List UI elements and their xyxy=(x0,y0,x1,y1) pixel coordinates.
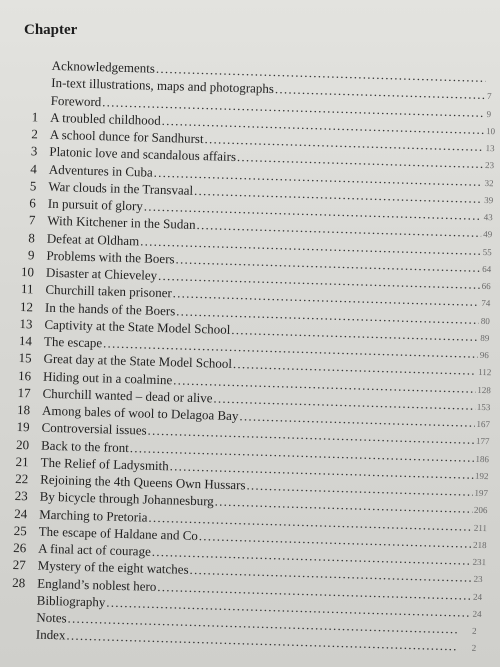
chapter-title: Rejoining the 4th Queens Own Hussars xyxy=(39,471,246,493)
chapter-title: With Kitchener in the Sudan xyxy=(47,213,196,233)
chapter-title: Bibliography xyxy=(36,592,106,610)
page-number: 80 xyxy=(480,315,490,326)
chapter-title: A troubled childhood xyxy=(50,109,161,128)
chapter-title: A school dunce for Sandhurst xyxy=(49,126,204,147)
page-number: 43 xyxy=(483,211,493,223)
page-number: 231 xyxy=(472,556,487,568)
chapter-title: The escape xyxy=(43,333,103,351)
chapter-title: The escape of Haldane and Co xyxy=(38,523,199,543)
page-number: 10 xyxy=(485,125,496,136)
chapter-number: 6 xyxy=(29,195,37,211)
chapter-number: 16 xyxy=(17,367,32,383)
page-number: 23 xyxy=(473,574,483,585)
chapter-number: 17 xyxy=(17,384,31,401)
chapter-title: In pursuit of glory xyxy=(47,195,144,214)
chapter-number: 5 xyxy=(29,178,37,194)
chapter-number: 10 xyxy=(20,264,35,280)
page-number: 128 xyxy=(477,384,492,395)
chapter-number: 25 xyxy=(13,522,27,539)
chapter-number: 18 xyxy=(16,402,31,418)
chapter-title: Disaster at Chieveley xyxy=(45,264,158,283)
page-number: 112 xyxy=(478,367,492,378)
chapter-number: 23 xyxy=(14,488,28,504)
page-number: 2 xyxy=(471,625,477,636)
chapter-title: Platonic love and scandalous affairs xyxy=(49,144,237,165)
page-number: 55 xyxy=(482,246,492,257)
chapter-title: In-text illustrations, maps and photographs xyxy=(51,75,275,97)
chapter-title: By bicycle through Johannesburg xyxy=(39,488,215,509)
page-number: 211 xyxy=(473,522,488,533)
page-number: 96 xyxy=(479,349,489,361)
page-number: 206 xyxy=(473,505,488,516)
page-number: 197 xyxy=(474,487,489,499)
chapter-number: 12 xyxy=(19,298,34,314)
chapter-title: Foreword xyxy=(50,92,102,109)
page-number: 218 xyxy=(472,539,487,550)
chapter-number: 27 xyxy=(12,557,26,573)
chapter-number: 26 xyxy=(13,539,27,556)
chapter-title: Churchill taken prisoner xyxy=(45,281,173,301)
page-number: 153 xyxy=(476,401,491,412)
page-number: 74 xyxy=(481,298,491,309)
chapter-number xyxy=(21,103,51,104)
page-number: 89 xyxy=(480,332,490,343)
chapter-title: The Relief of Ladysmith xyxy=(40,454,170,474)
chapter-number xyxy=(6,621,36,622)
chapter-title: Marching to Pretoria xyxy=(39,506,148,525)
page-number: 49 xyxy=(483,229,493,240)
page-number: 192 xyxy=(474,470,489,481)
page-number: 13 xyxy=(485,142,495,154)
chapter-number: 19 xyxy=(16,419,30,435)
chapter-title: Captivity at the State Model School xyxy=(44,316,231,337)
chapter-title: Churchill wanted – dead or alive xyxy=(42,385,213,406)
page-number: 32 xyxy=(484,177,494,188)
page-number: 186 xyxy=(475,453,490,464)
chapter-title: Hiding out in a coalmine xyxy=(42,368,173,387)
chapter-number: 3 xyxy=(30,143,38,159)
chapter-title: Adventures in Cuba xyxy=(48,161,154,180)
page-title: Chapter xyxy=(24,22,78,38)
chapter-number: 14 xyxy=(18,333,33,349)
chapter-title: Mystery of the eight watches xyxy=(37,557,189,578)
page-number: 2 xyxy=(471,643,477,654)
chapter-number xyxy=(22,69,52,70)
chapter-number: 4 xyxy=(30,160,38,176)
chapter-number: 28 xyxy=(12,574,26,590)
page-number: 167 xyxy=(476,418,491,430)
chapter-title: Back to the front xyxy=(40,437,130,455)
chapter-number: 2 xyxy=(31,126,39,142)
page-number: 24 xyxy=(472,591,483,602)
page-number: 66 xyxy=(481,280,491,292)
chapter-number: 9 xyxy=(27,246,35,263)
chapter-number xyxy=(7,604,37,605)
chapter-title: Among bales of wool to Delagoa Bay xyxy=(41,402,239,424)
chapter-number: 13 xyxy=(19,315,33,332)
chapter-number: 8 xyxy=(28,229,36,245)
chapter-title: Acknowledgements xyxy=(51,57,156,76)
chapter-number: 20 xyxy=(15,436,30,452)
chapter-number: 22 xyxy=(14,470,29,487)
page-number: 7 xyxy=(486,91,492,102)
page-number: 24 xyxy=(472,608,482,619)
chapter-number: 11 xyxy=(20,281,34,297)
chapter-title: Defeat at Oldham xyxy=(46,230,140,248)
page-number: 23 xyxy=(484,160,495,171)
chapter-title: In the hands of the Boers xyxy=(44,299,176,318)
chapter-title: England’s noblest hero xyxy=(37,575,157,594)
chapter-number xyxy=(21,86,51,87)
chapter-title: Problems with the Boers xyxy=(46,247,175,267)
table-of-contents xyxy=(6,56,500,656)
chapter-number: 21 xyxy=(15,453,29,470)
page-number: 177 xyxy=(475,436,490,447)
chapter-number: 1 xyxy=(31,109,39,125)
chapter-title: Great day at the State Model School xyxy=(43,350,233,372)
chapter-title: War clouds in the Transvaal xyxy=(48,178,194,198)
chapter-number xyxy=(6,638,36,639)
page-number: 9 xyxy=(486,108,492,119)
chapter-title: Index xyxy=(35,626,66,643)
chapter-title: A final act of courage xyxy=(38,540,152,559)
chapter-title: Controversial issues xyxy=(41,419,147,438)
page-number: 39 xyxy=(484,194,494,205)
chapter-number: 24 xyxy=(14,505,28,521)
chapter-title: Notes xyxy=(36,609,67,626)
page-number: 64 xyxy=(482,263,492,274)
chapter-number: 15 xyxy=(18,350,32,366)
chapter-number: 7 xyxy=(28,212,36,228)
